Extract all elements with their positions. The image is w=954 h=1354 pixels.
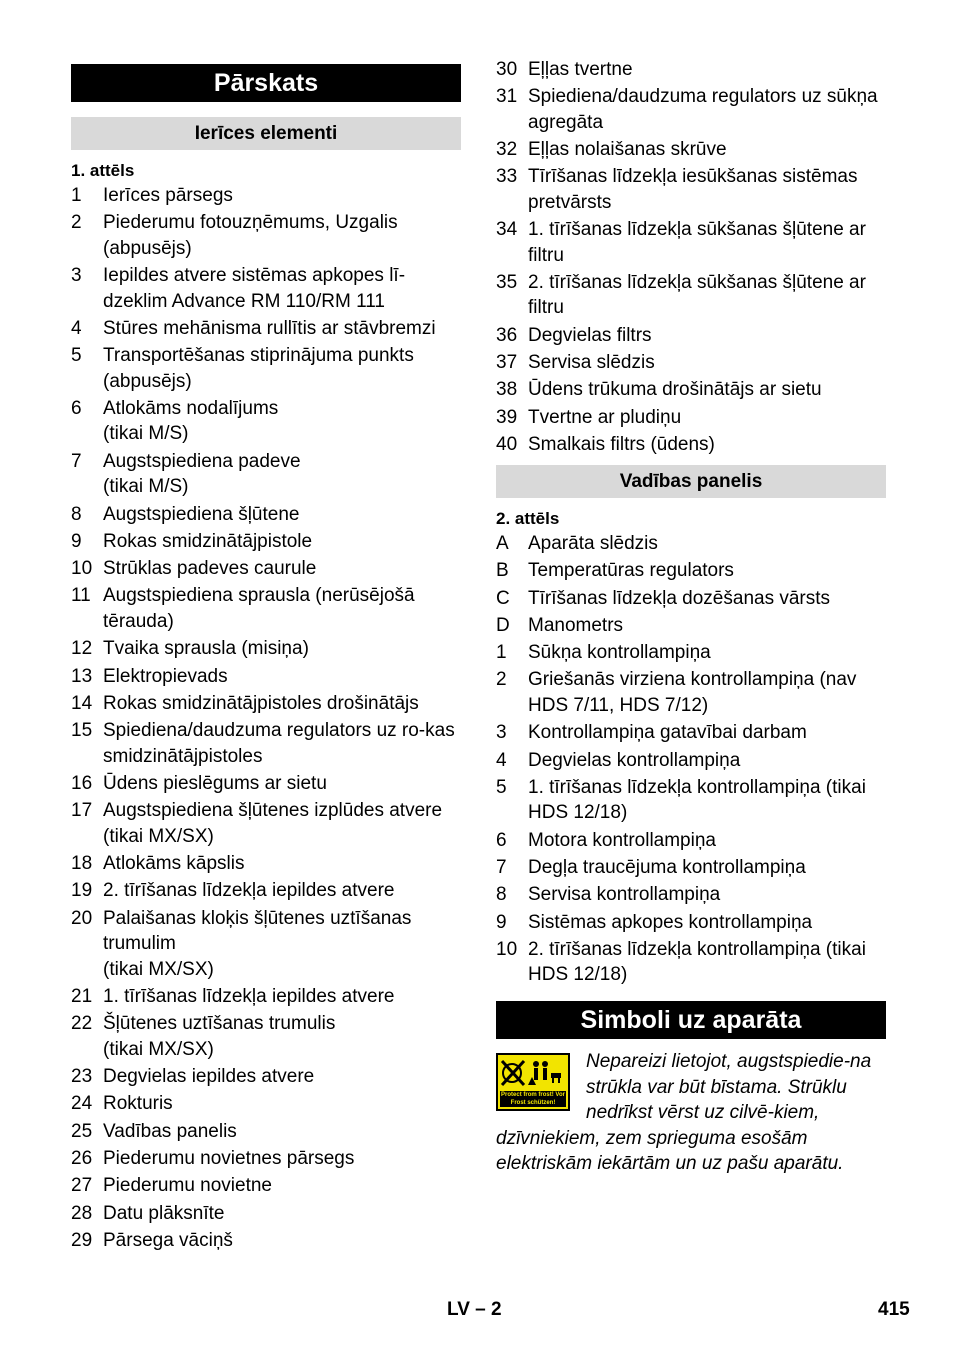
item-number: 26 — [71, 1147, 93, 1169]
item-number: 5 — [71, 345, 82, 367]
list-item — [71, 1091, 461, 1117]
item-text: Sūkņa kontrollampiņa — [528, 642, 711, 664]
warning-block — [496, 1049, 886, 1177]
list-item — [71, 449, 461, 500]
list-item — [71, 798, 461, 849]
item-number: 7 — [71, 450, 82, 472]
item-text: Tvertne ar pludiņu — [528, 406, 682, 428]
list-item — [71, 636, 461, 662]
item-text: Piederumu novietnes pārsegs — [103, 1147, 355, 1169]
item-text: Aparāta slēdzis — [528, 533, 658, 554]
item-number: 36 — [496, 324, 518, 346]
list-item — [496, 217, 886, 268]
list-item — [496, 586, 886, 612]
item-text: Piederumu fotouzņēmums, Uzgalis (abpusējs) — [103, 212, 398, 259]
list-item — [71, 1064, 461, 1090]
figure-label-1: 1. attēls — [71, 161, 135, 180]
item-number: 22 — [71, 1013, 93, 1035]
list-item — [71, 1228, 461, 1254]
item-text: Vadības panelis — [103, 1120, 237, 1142]
item-number: 39 — [496, 406, 518, 428]
item-text: 2. tīrīšanas līdzekļa kontrollampiņa (tikai HDS 12/18) — [528, 938, 866, 986]
item-number: 2 — [496, 669, 507, 691]
list-item — [71, 851, 461, 877]
item-number: 21 — [71, 985, 93, 1007]
item-text: Rokas smidzinātājpistoles drošinātājs — [103, 692, 419, 714]
item-text: 2. tīrīšanas līdzekļa iepildes atvere — [103, 880, 395, 902]
item-text: Manometrs — [528, 614, 624, 636]
list-item — [71, 1146, 461, 1172]
page-number: 415 — [878, 1299, 910, 1320]
list-item — [496, 855, 886, 881]
item-text: 1. tīrīšanas līdzekļa iepildes atvere — [103, 985, 395, 1007]
item-text: Palaišanas kloķis šļūtenes uztīšanas trumulim (tikai MX/SX) — [103, 907, 412, 980]
item-number: 10 — [71, 558, 93, 580]
subsection-title-control-panel: Vadības panelis — [496, 465, 886, 498]
item-text: Ierīces pārsegs — [103, 185, 233, 206]
device-elements-list-continued — [496, 57, 886, 459]
item-number: 35 — [496, 271, 518, 293]
item-text: Ūdens pieslēgums ar sietu — [103, 772, 327, 794]
item-number: 12 — [71, 638, 93, 660]
item-number: 8 — [496, 884, 507, 906]
item-text: Sistēmas apkopes kontrollampiņa — [528, 911, 813, 933]
item-number: 31 — [496, 86, 518, 108]
list-item — [496, 937, 886, 988]
figure-label-2: 2. attēls — [496, 509, 560, 528]
list-item — [71, 718, 461, 769]
item-text: 2. tīrīšanas līdzekļa sūkšanas šļūtene ar filtru — [528, 271, 866, 319]
item-text: 1. tīrīšanas līdzekļa kontrollampiņa (tikai HDS 12/18) — [528, 776, 866, 824]
section-title-symbols: Simboli uz aparāta — [496, 1001, 886, 1039]
list-item — [496, 164, 886, 215]
item-number: 9 — [71, 530, 82, 552]
item-text: Datu plāksnīte — [103, 1202, 225, 1224]
item-text: Degvielas iepildes atvere — [103, 1066, 315, 1088]
list-item — [71, 878, 461, 904]
footer-language-page: LV – 2 — [447, 1299, 502, 1320]
item-number: 33 — [496, 166, 518, 188]
item-number: 37 — [496, 352, 518, 374]
item-number: 25 — [71, 1120, 93, 1142]
item-number: 28 — [71, 1202, 93, 1224]
item-number: 40 — [496, 433, 518, 455]
list-item — [71, 529, 461, 555]
item-number: 19 — [71, 880, 93, 902]
item-number: 20 — [71, 907, 93, 929]
list-item — [496, 323, 886, 349]
item-number: 2 — [71, 212, 82, 234]
list-item — [71, 984, 461, 1010]
item-number: B — [496, 560, 509, 582]
item-number: D — [496, 614, 510, 636]
item-number: 4 — [71, 317, 82, 339]
item-text: Rokas smidzinātājpistole — [103, 530, 313, 552]
item-text: Griešanās virziena kontrollampiņa (nav HDS 7/11, HDS 7/12) — [528, 669, 857, 716]
list-item — [496, 137, 886, 163]
subsection-title-device-elements: Ierīces elementi — [71, 117, 461, 150]
list-item — [71, 1119, 461, 1145]
item-text: Augstspiediena šļūtenes izplūdes atvere (tikai MX/SX) — [103, 800, 443, 847]
item-number: 30 — [496, 59, 518, 80]
list-item — [496, 882, 886, 908]
item-text: Iepildes atvere sistēmas apkopes lī-dzeklim Advance RM 110/RM 111 — [103, 265, 406, 312]
list-item — [71, 396, 461, 447]
item-number: 1 — [496, 642, 507, 664]
list-item — [496, 748, 886, 774]
warning-text: Nepareizi lietojot, augstspiedie-na strūkla var būt bīstama. Strūklu nedrīkst vērst uz cilvē-kiem, dzīvniekiem, zem sprieguma esošām elektriskām iekārtām un uz pašu aparātu. — [496, 1051, 872, 1174]
list-item — [71, 664, 461, 690]
item-text: Pārsega vāciņš — [103, 1229, 233, 1251]
item-number: 7 — [496, 856, 507, 878]
item-text: Tīrīšanas līdzekļa iesūkšanas sistēmas pretvārsts — [528, 166, 858, 213]
list-item — [496, 828, 886, 854]
item-text: 1. tīrīšanas līdzekļa sūkšanas šļūtene ar filtru — [528, 219, 866, 266]
item-text: Smalkais filtrs (ūdens) — [528, 433, 715, 455]
item-number: 4 — [496, 749, 507, 771]
list-item — [496, 270, 886, 321]
list-item — [71, 1201, 461, 1227]
list-item — [496, 432, 886, 458]
item-number: 13 — [71, 665, 93, 687]
item-number: 34 — [496, 219, 518, 241]
item-text: Motora kontrollampiņa — [528, 829, 716, 851]
item-text: Ūdens trūkuma drošinātājs ar sietu — [528, 379, 822, 401]
list-item — [496, 640, 886, 666]
item-text: Transportēšanas stiprinājuma punkts (abpusējs) — [103, 345, 414, 392]
item-number: 6 — [71, 397, 82, 419]
list-item — [71, 502, 461, 528]
item-text: Degļa traucējuma kontrollampiņa — [528, 856, 806, 878]
list-item — [496, 720, 886, 746]
item-number: 16 — [71, 772, 93, 794]
item-text: Rokturis — [103, 1093, 173, 1115]
item-number: 27 — [71, 1175, 93, 1197]
list-item — [496, 531, 886, 557]
item-number: 6 — [496, 829, 507, 851]
item-text: Eļļas tvertne — [528, 59, 633, 80]
list-item — [71, 1173, 461, 1199]
list-item — [496, 377, 886, 403]
item-number: 17 — [71, 800, 93, 822]
item-text: Strūklas padeves caurule — [103, 558, 317, 580]
item-text: Atlokāms nodalījums (tikai M/S) — [103, 397, 279, 445]
item-text: Eļļas nolaišanas skrūve — [528, 139, 727, 161]
item-text: Šļūtenes uztīšanas trumulis (tikai MX/SX) — [103, 1013, 336, 1060]
device-elements-list — [71, 183, 461, 1255]
item-text: Servisa slēdzis — [528, 352, 655, 374]
item-text: Elektropievads — [103, 665, 228, 687]
item-text: Augstspiediena padeve (tikai M/S) — [103, 450, 301, 498]
item-number: 9 — [496, 911, 507, 933]
list-item — [496, 910, 886, 936]
item-text: Tvaika sprausla (misiņa) — [103, 638, 309, 660]
list-item — [71, 691, 461, 717]
warning-spray-icon — [496, 1053, 570, 1111]
item-text: Kontrollampiņa gatavībai darbam — [528, 722, 807, 744]
item-number: 29 — [71, 1229, 93, 1251]
list-item — [71, 316, 461, 342]
item-number: 11 — [71, 585, 91, 607]
list-item — [496, 350, 886, 376]
item-text: Tīrīšanas līdzekļa dozēšanas vārsts — [528, 587, 831, 609]
list-item — [71, 183, 461, 209]
list-item — [496, 667, 886, 718]
item-text: Stūres mehānisma rullītis ar stāvbremzi — [103, 317, 436, 339]
item-number: 5 — [496, 776, 507, 798]
list-item — [496, 558, 886, 584]
warning-icon-caption: Protect from frost! Vor Frost schützen! — [501, 1092, 565, 1106]
control-panel-list — [496, 531, 886, 990]
list-item — [496, 84, 886, 135]
item-text: Augstspiediena sprausla (nerūsējošā tērauda) — [103, 585, 415, 632]
item-text: Degvielas filtrs — [528, 324, 652, 346]
list-item — [496, 57, 886, 83]
item-number: 14 — [71, 692, 93, 714]
item-text: Temperatūras regulators — [528, 560, 734, 582]
list-item — [71, 263, 461, 314]
list-item — [496, 775, 886, 826]
list-item — [71, 343, 461, 394]
item-number: 24 — [71, 1093, 93, 1115]
item-number: 32 — [496, 139, 518, 161]
item-number: A — [496, 533, 509, 554]
item-number: 8 — [71, 503, 82, 525]
list-item — [71, 556, 461, 582]
item-text: Augstspiediena šļūtene — [103, 503, 300, 525]
item-number: C — [496, 587, 510, 609]
list-item — [71, 1011, 461, 1062]
item-number: 23 — [71, 1066, 93, 1088]
item-text: Servisa kontrollampiņa — [528, 884, 721, 906]
section-title-overview: Pārskats — [71, 64, 461, 102]
list-item — [71, 583, 461, 634]
item-text: Spiediena/daudzuma regulators uz ro-kas smidzinātājpistoles — [103, 720, 455, 767]
list-item — [71, 771, 461, 797]
item-text: Spiediena/daudzuma regulators uz sūkņa agregāta — [528, 86, 878, 133]
item-number: 10 — [496, 938, 518, 960]
list-item — [71, 210, 461, 261]
item-number: 3 — [496, 722, 507, 744]
item-text: Atlokāms kāpslis — [103, 853, 245, 875]
item-number: 1 — [71, 185, 82, 206]
item-number: 38 — [496, 379, 518, 401]
list-item — [71, 906, 461, 983]
item-number: 18 — [71, 853, 93, 875]
item-number: 3 — [71, 265, 82, 287]
item-text: Piederumu novietne — [103, 1175, 272, 1197]
list-item — [496, 405, 886, 431]
list-item — [496, 613, 886, 639]
item-number: 15 — [71, 720, 93, 742]
item-text: Degvielas kontrollampiņa — [528, 749, 741, 771]
